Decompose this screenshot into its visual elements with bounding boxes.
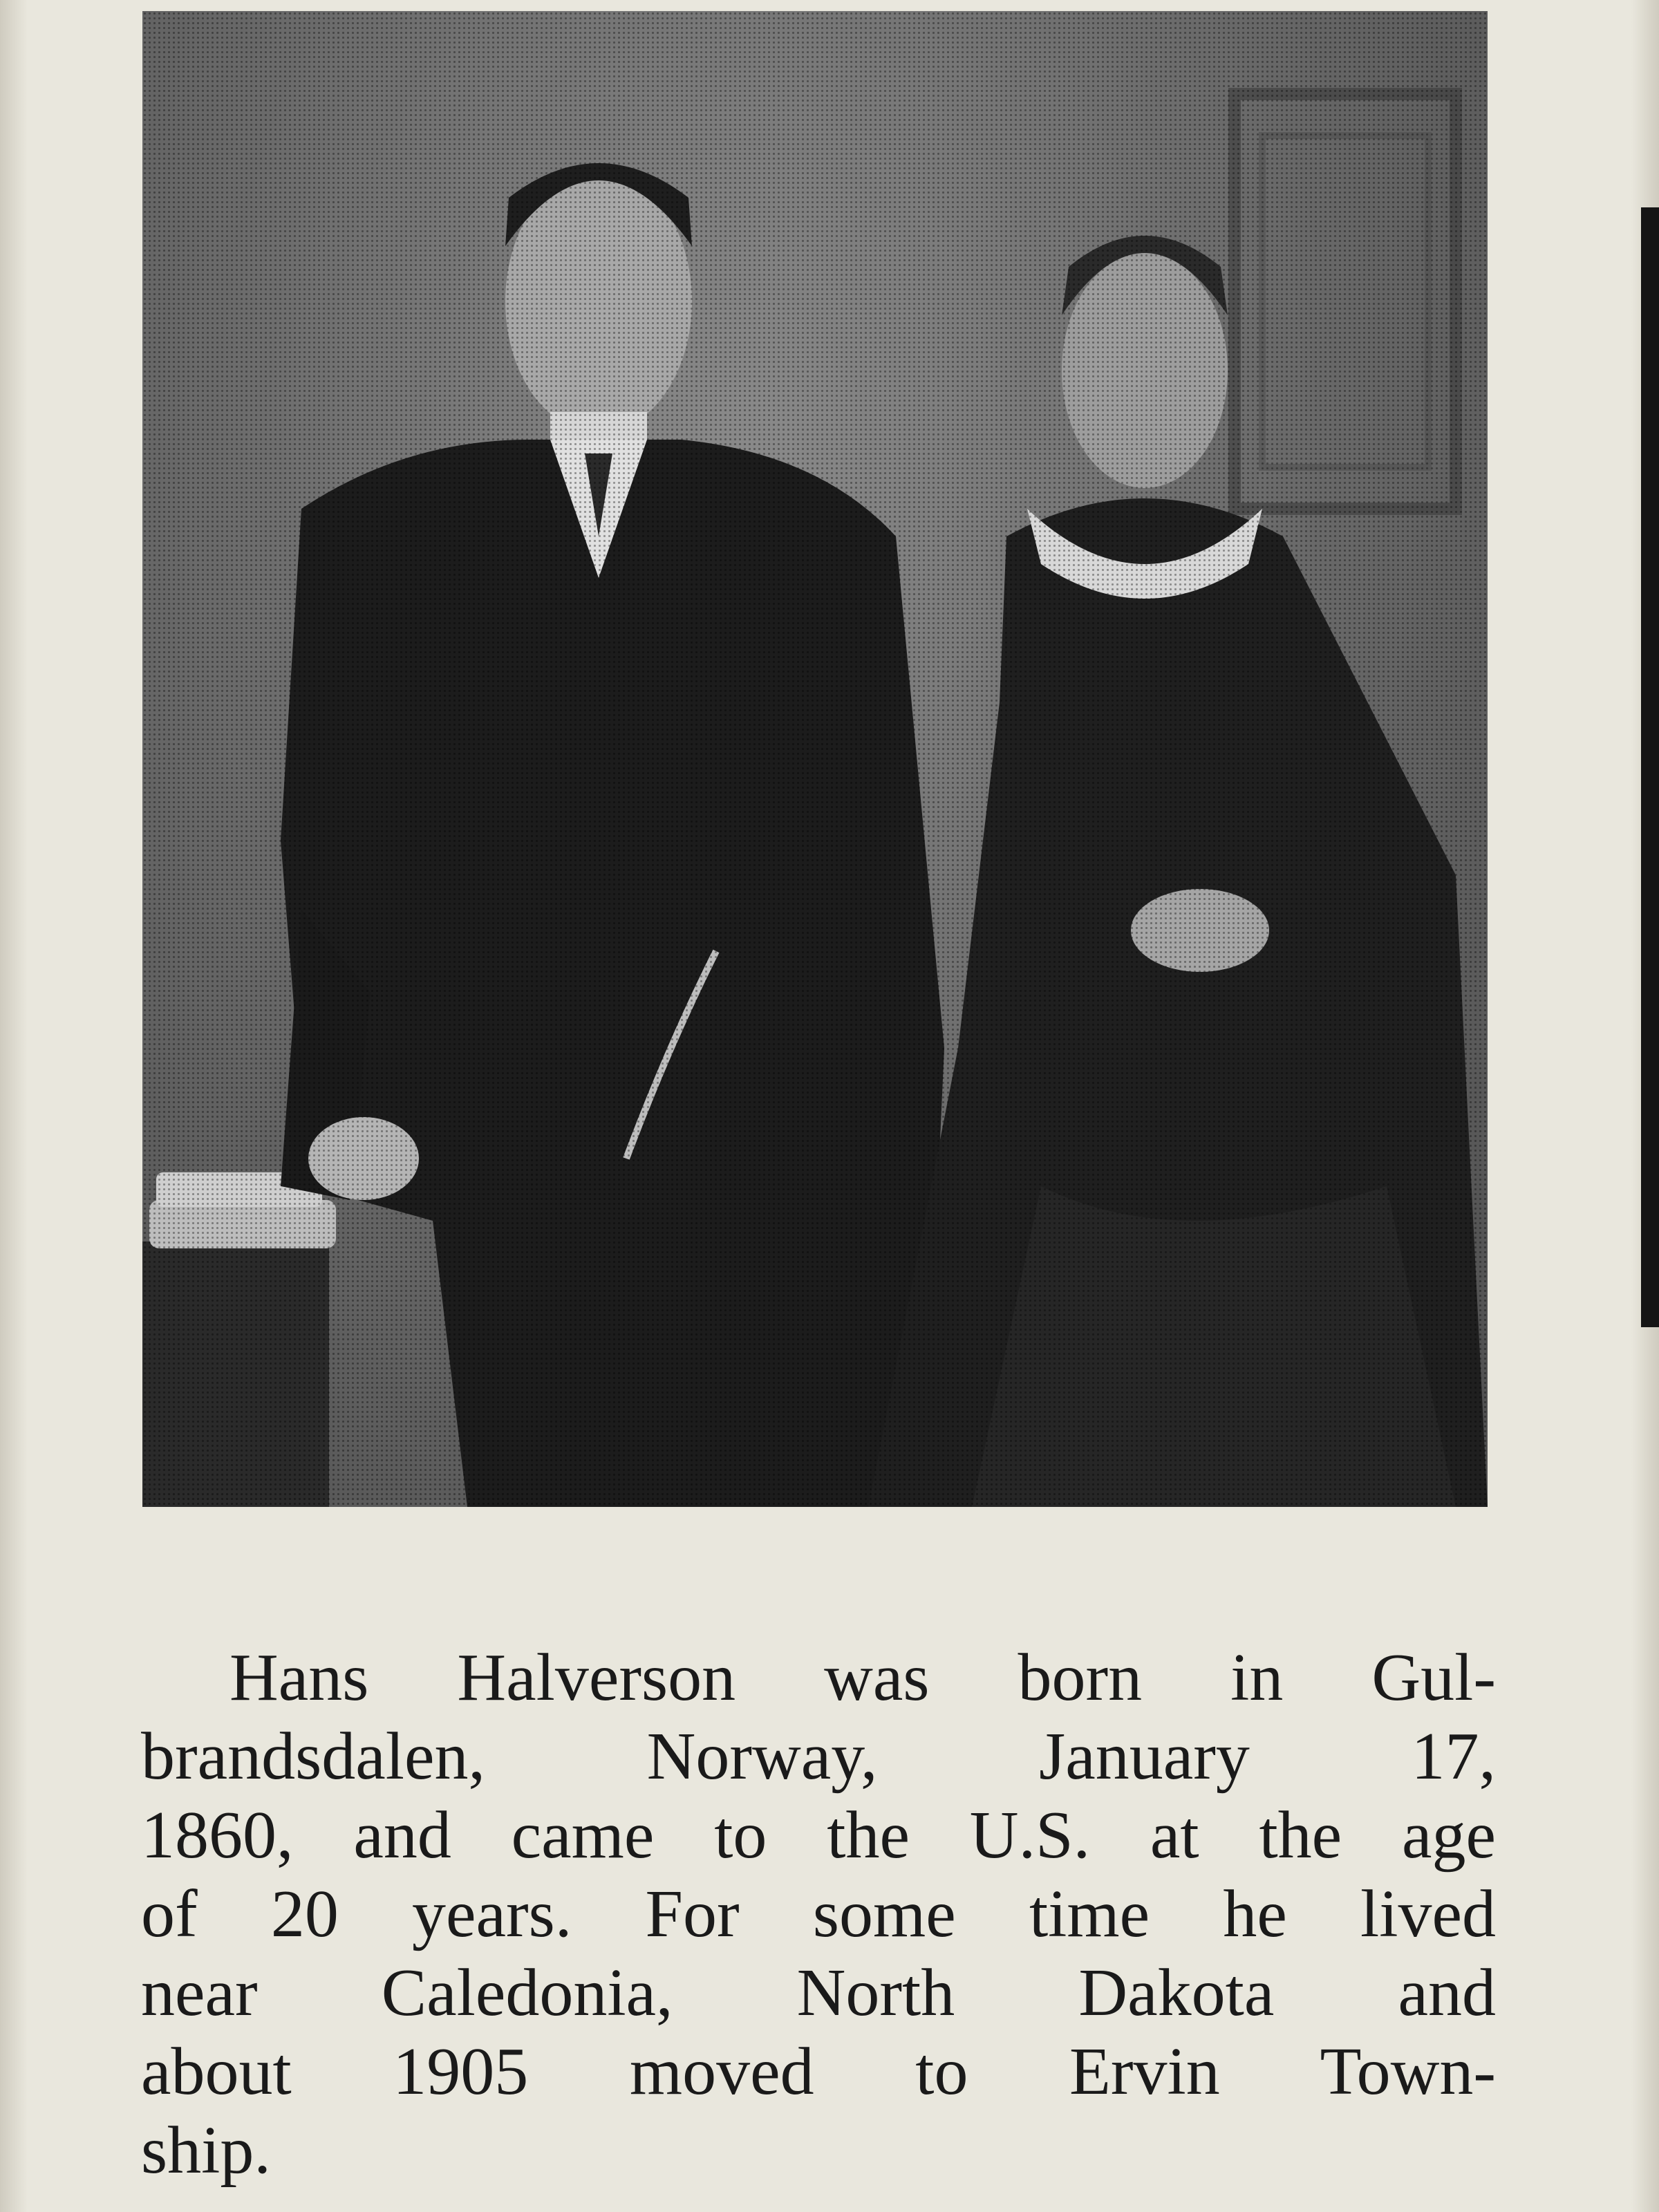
adjacent-photo-edge (1641, 207, 1659, 1327)
bio-line: near Caledonia, North Dakota and (141, 1956, 1496, 2030)
bio-line: about 1905 moved to Ervin Town- (141, 2034, 1496, 2109)
portrait-photo-icon (142, 11, 1488, 1507)
bio-line: Hans Halverson was born in Gul- (229, 1640, 1496, 1715)
portrait-photo (142, 11, 1488, 1507)
bio-line: of 20 years. For some time he lived (141, 1877, 1496, 1951)
page-left-margin (0, 0, 28, 2212)
biography-text (141, 1638, 1496, 2190)
bio-line: brandsdalen, Norway, January 17, (141, 1719, 1496, 1794)
bio-line: 1860, and came to the U.S. at the age (141, 1798, 1496, 1873)
bio-line: ship. (141, 2113, 271, 2188)
